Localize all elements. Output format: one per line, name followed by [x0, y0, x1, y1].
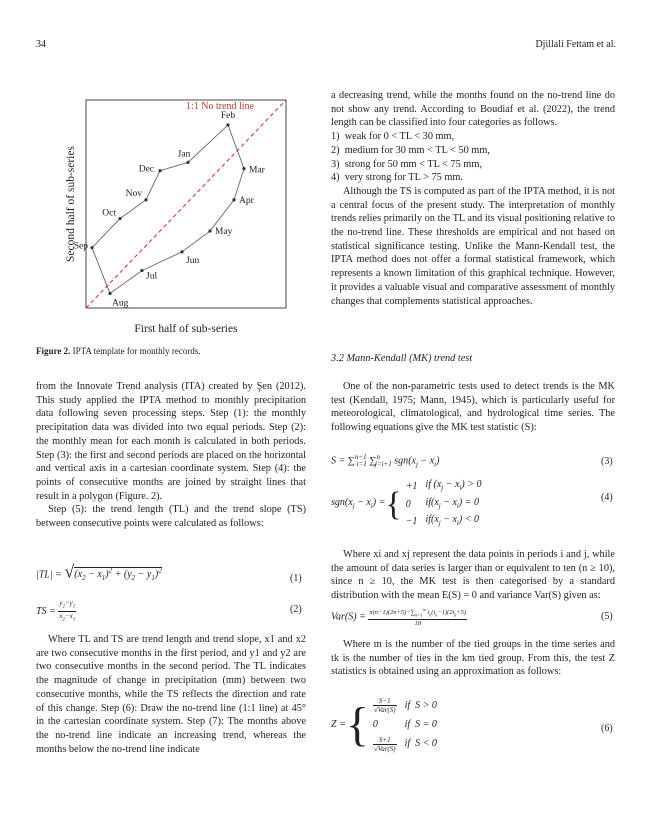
month-label-apr: Apr: [239, 195, 254, 206]
figure-ipta: [36, 88, 302, 346]
paragraph: Where m is the number of the tied groups in the time series and tk is the number of ties in the km tied group. From this, the test Z statistics is obtained using an approximation as follows:: [331, 639, 615, 678]
page-number: 34: [36, 39, 46, 50]
running-header-authors: Djillali Fettam et al.: [535, 39, 616, 50]
data-point-jan: [186, 161, 189, 164]
paragraph: Where xi and xj represent the data points in periods i and j, while the amount of data series is larger than or equivalent to ten (n ≥ 10), since n ≥ 10, the MK test is then categorised by a standard distribution with the mean E(S) = 0 and variance Var(S) given as:: [331, 549, 615, 602]
equation-5: Var(S) = $\frac{n(n-1)(2n+5)-\sum_{k=1}^m t_k(t_k-1)(2t_k+5)}{18}$: [331, 607, 467, 628]
data-point-may: [208, 229, 211, 232]
month-label-jun: Jun: [186, 255, 200, 266]
month-label-may: May: [215, 227, 233, 238]
equation-3: S = ∑$^{n-1}_{i=1}$ ∑$^n_{j=i+1}$ $sgn(x_j - x_i)$: [331, 453, 440, 469]
data-point-mar: [242, 167, 245, 170]
data-point-jul: [140, 269, 143, 272]
month-label-aug: Aug: [112, 298, 129, 309]
equation-number: (4): [601, 492, 613, 503]
paragraph: a decreasing trend, while the months found on the no-trend line do not show any trend. According to Boudiaf et al. (2022), the trend length can be classified into four categories as follows.: [331, 90, 615, 129]
y-axis-label: Second half of sub-series: [65, 146, 77, 262]
list-item: 2) medium for 30 mm < TL < 50 mm,: [331, 144, 490, 156]
left-column-top: [36, 380, 306, 531]
equation-1: $|TL| = √(x_2 - x_1)^2 + (y_2 - y_1)^2$: [36, 561, 162, 583]
equation-number: (3): [601, 456, 613, 467]
month-label-feb: Feb: [220, 110, 236, 121]
equation-number: (6): [601, 723, 613, 734]
data-point-jun: [180, 250, 183, 253]
figure-caption: [36, 345, 306, 359]
paragraph: One of the non-parametric tests used to detect trends is the MK test (Kendall, 1975; Mann, 1945), which is particularly useful for meteorological, climatological, and hydrological time series. The following equations give the MK test statistic (S):: [331, 381, 615, 434]
list-item: 3) strong for 50 mm < TL < 75 mm,: [331, 158, 482, 170]
ipta-chart: [36, 88, 302, 346]
data-point-feb: [226, 123, 229, 126]
trend-length-categories: [331, 130, 615, 185]
figure-caption-label: Figure 2.: [36, 346, 71, 356]
data-point-dec: [158, 169, 161, 172]
month-label-jan: Jan: [177, 149, 191, 160]
data-point-nov: [144, 198, 147, 201]
paragraph: Where TL and TS are trend length and trend slope, x1 and x2 are two consecutive months in the first period, and y1 and y2 are two consecutive months in the second period. The TL indicates the magnitude of change in precipitation (mm) between two consecutive months, while the TS reflects the direction and rate of this change. Step (6): Draw the no-trend line (1:1 line) at 45° in the cartesian coordinate system. Step (7): The months above the no-trend line indicate an increasing trend, whereas the months below the no-trend line indicate: [36, 634, 306, 755]
section-title: 3.2 Mann-Kendall (MK) trend test: [331, 353, 473, 364]
equation-number: (5): [601, 611, 613, 622]
paragraph: Although the TS is computed as part of the IPTA method, it is not a central focus of the present study. The interpretation of monthly trends relies primarily on the TL and its visual positioning relative to the no-trend line. These thresholds are empirical and not based on statistical significance testing. Unlike the Mann-Kendall test, the IPTA method does not offer a formal statistical framework, which represents a known limitation of this graphical technique. However, it provides a valuable visual and comparative assessment of monthly changes that complements statistical approaches.: [331, 185, 615, 307]
no-trend-line: [86, 100, 286, 308]
paragraph: Step (5): the trend length (TL) and the trend slope (TS) between consecutive points were calculated as follows:: [36, 504, 306, 530]
x-axis-label: First half of sub-series: [134, 323, 238, 335]
right-column-top: [331, 89, 615, 308]
month-label-jul: Jul: [146, 271, 158, 282]
legend-label: 1:1 No trend line: [185, 101, 255, 112]
data-point-sep: [90, 246, 93, 249]
equation-6: Z = { $\frac{S-1}{\text{√Var(S)}}$ if S > 0 0 if S = 0 $\frac{S+1}{\text{√Var(S)}}$ if S < 0: [331, 697, 437, 753]
data-point-oct: [118, 217, 121, 220]
equation-2: TS = $\frac{y_2-y_1}{x_2-x_1}$: [36, 599, 76, 623]
data-point-apr: [232, 198, 235, 201]
month-label-mar: Mar: [249, 165, 265, 176]
month-label-dec: Dec: [138, 164, 154, 175]
month-label-sep: Sep: [73, 241, 88, 252]
month-label-oct: Oct: [102, 208, 116, 219]
equation-number: (1): [290, 573, 302, 584]
list-item: 4) very strong for TL > 75 mm.: [331, 172, 463, 184]
month-label-nov: Nov: [125, 188, 142, 199]
data-point-aug: [108, 292, 111, 295]
equation-4: $sgn(x_j - x_i)$ = { +1 if $(x_j - x_i) > 0$ 0 $if(x_j - x_i) = 0$ −1 $if(x_j - x_i) < 0$: [331, 479, 482, 528]
equation-number: (2): [290, 604, 302, 615]
figure-caption-text: IPTA template for monthly records.: [72, 346, 201, 356]
list-item: 1) weak for 0 < TL < 30 mm,: [331, 131, 455, 143]
paragraph: from the Innovate Trend analysis (ITA) created by Şen (2012). This study applied the IPTA method to monthly precipitation data following seven processing steps. Step (1): the monthly precipitation data was divided into two equal periods. Step (2): the monthly mean for each month is calculated in both periods. Step (3): the first and second periods are placed on the horizontal and vertical axis in a cartesian coordinate system. Step (4): the points of consecutive months are joined by straight lines that result in a polygon (Figure. 2).: [36, 381, 306, 502]
